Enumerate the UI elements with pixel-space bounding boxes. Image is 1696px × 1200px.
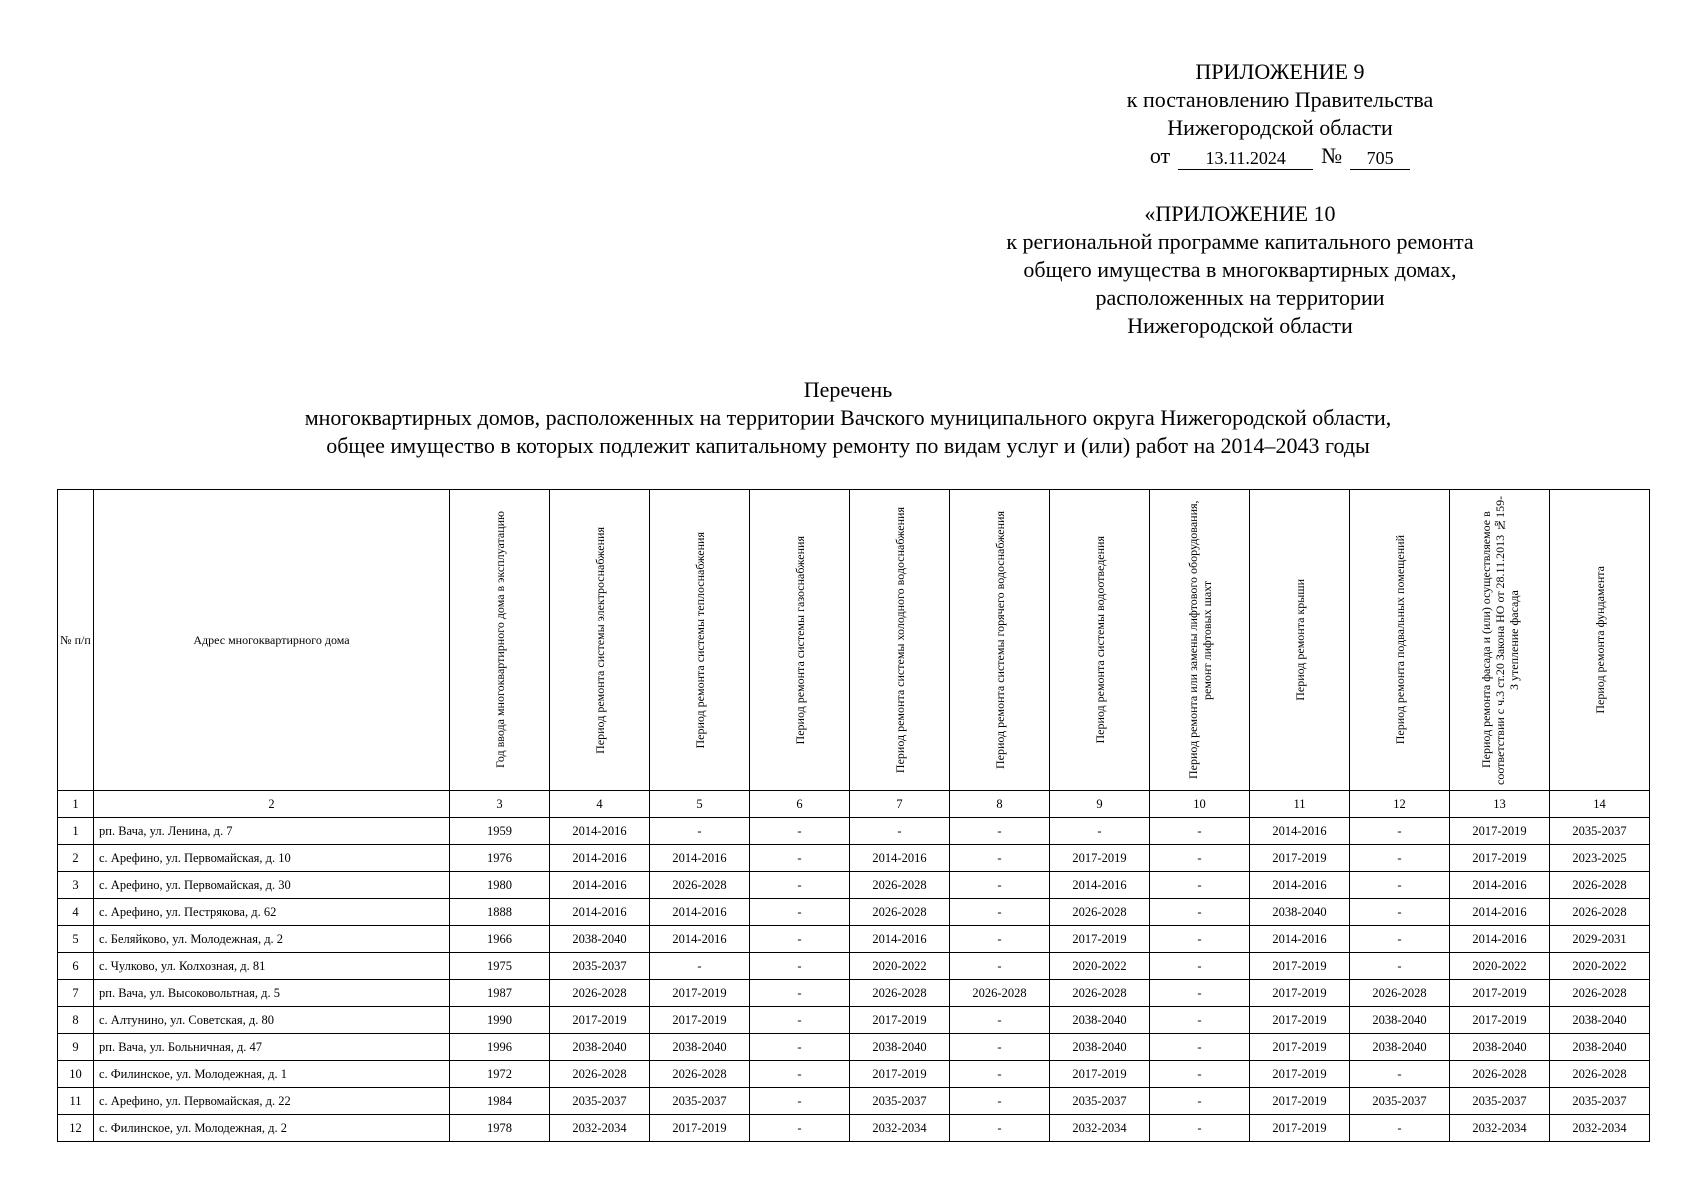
table-cell: 2014-2016 <box>1250 926 1350 953</box>
header-cell-4 <box>550 490 650 791</box>
table-cell: - <box>1350 845 1450 872</box>
table-cell: 2020-2022 <box>1550 953 1650 980</box>
table-cell: 2014-2016 <box>550 899 650 926</box>
table-cell: 2035-2037 <box>1550 1088 1650 1115</box>
table-cell: - <box>950 1088 1050 1115</box>
header-cell-6 <box>750 490 850 791</box>
header-label-8: Период ремонта системы горячего водоснабжения <box>992 510 1007 769</box>
table-cell: - <box>1150 818 1250 845</box>
table-cell: 2026-2028 <box>650 872 750 899</box>
table-cell: 2026-2028 <box>850 872 950 899</box>
header-label-11: Период ремонта крыши <box>1292 579 1307 701</box>
header-label-5: Период ремонта системы теплоснабжения <box>692 531 707 749</box>
appendix-10-block <box>920 200 1560 340</box>
table-cell: 2029-2031 <box>1550 926 1650 953</box>
table-cell: 2014-2016 <box>1450 872 1550 899</box>
table-cell: - <box>750 872 850 899</box>
table-cell: 2014-2016 <box>850 926 950 953</box>
table-cell: 1966 <box>450 926 550 953</box>
table-cell: 2017-2019 <box>1050 926 1150 953</box>
table-cell: 1978 <box>450 1115 550 1142</box>
table-cell: - <box>750 1061 850 1088</box>
table-cell: - <box>1150 1034 1250 1061</box>
table-cell: 2020-2022 <box>1450 953 1550 980</box>
address-cell: с. Филинское, ул. Молодежная, д. 2 <box>94 1115 450 1142</box>
column-number-cell: 5 <box>650 791 750 818</box>
table-cell: 2032-2034 <box>850 1115 950 1142</box>
document-title-line-2: многоквартирных домов, расположенных на территории Вачского муниципального округа Нижегородской области, <box>304 405 1392 430</box>
table-header-row <box>58 490 1650 791</box>
date-prefix: от <box>1149 143 1171 168</box>
header-label-2: Адрес многоквартирного дома <box>193 632 350 647</box>
table-cell: 2014-2016 <box>650 899 750 926</box>
table-cell: 2038-2040 <box>1050 1007 1150 1034</box>
table-cell: 1987 <box>450 980 550 1007</box>
table-cell: 2026-2028 <box>850 899 950 926</box>
table-cell: 2 <box>58 845 94 872</box>
address-cell: рп. Вача, ул. Больничная, д. 47 <box>94 1034 450 1061</box>
table-cell: 2017-2019 <box>1250 953 1350 980</box>
table-cell: 12 <box>58 1115 94 1142</box>
table-cell: 2038-2040 <box>550 926 650 953</box>
column-number-cell: 8 <box>950 791 1050 818</box>
table-cell: 2035-2037 <box>1450 1088 1550 1115</box>
table-cell: 2020-2022 <box>1050 953 1150 980</box>
table-cell: 2038-2040 <box>1350 1007 1450 1034</box>
table-cell: - <box>950 899 1050 926</box>
header-cell-7 <box>850 490 950 791</box>
table-cell: 2026-2028 <box>1450 1061 1550 1088</box>
appendix-9-line-1: к постановлению Правительства <box>1126 87 1434 112</box>
address-cell: с. Алтунино, ул. Советская, д. 80 <box>94 1007 450 1034</box>
table-cell: - <box>950 1061 1050 1088</box>
header-cell-11 <box>1250 490 1350 791</box>
table-cell: - <box>1350 872 1450 899</box>
table-cell: 10 <box>58 1061 94 1088</box>
header-cell-1 <box>58 490 94 791</box>
header-label-4: Период ремонта системы электроснабжения <box>592 526 607 754</box>
table-cell: - <box>1150 926 1250 953</box>
table-body <box>58 818 1650 1142</box>
table-cell: 1888 <box>450 899 550 926</box>
table-cell: 2032-2034 <box>1450 1115 1550 1142</box>
table-cell: 2026-2028 <box>650 1061 750 1088</box>
appendix-10-line-4: Нижегородской области <box>1127 313 1353 338</box>
table-cell: 2035-2037 <box>550 953 650 980</box>
table-cell: 2038-2040 <box>1550 1007 1650 1034</box>
table-cell: 2014-2016 <box>850 845 950 872</box>
table-cell: 2026-2028 <box>550 1061 650 1088</box>
table-cell: 2017-2019 <box>550 1007 650 1034</box>
table-cell: 2017-2019 <box>1250 1088 1350 1115</box>
appendix-10-line-2: общего имущества в многоквартирных домах, <box>1023 257 1457 282</box>
table-row <box>58 818 1650 845</box>
table-row <box>58 845 1650 872</box>
header-label-14: Период ремонта фундамента <box>1592 566 1607 714</box>
table-cell: 2017-2019 <box>1250 1061 1350 1088</box>
header-label-12: Период ремонта подвальных помещений <box>1392 535 1407 745</box>
table-cell: 1976 <box>450 845 550 872</box>
table-cell: 2035-2037 <box>1050 1088 1150 1115</box>
table-row <box>58 872 1650 899</box>
column-number-cell: 6 <box>750 791 850 818</box>
table-cell: - <box>1150 1088 1250 1115</box>
table-cell: 2023-2025 <box>1550 845 1650 872</box>
table-cell: 2017-2019 <box>650 1115 750 1142</box>
table-column-numbers-row <box>58 791 1650 818</box>
table-cell: - <box>950 872 1050 899</box>
address-cell: с. Арефино, ул. Первомайская, д. 10 <box>94 845 450 872</box>
table-cell: 1984 <box>450 1088 550 1115</box>
appendix-9-line-2: Нижегородской области <box>1167 115 1393 140</box>
appendix-9-date-line <box>1040 142 1520 170</box>
address-cell: с. Арефино, ул. Пестрякова, д. 62 <box>94 899 450 926</box>
table-cell: 2014-2016 <box>650 926 750 953</box>
table-cell: 6 <box>58 953 94 980</box>
table-cell: 2017-2019 <box>650 980 750 1007</box>
table-cell: - <box>1150 845 1250 872</box>
table-cell: 2038-2040 <box>650 1034 750 1061</box>
document-title-line-1: Перечень <box>803 377 893 402</box>
table-cell: 2026-2028 <box>850 980 950 1007</box>
table-cell: - <box>750 926 850 953</box>
table-cell: 2017-2019 <box>1250 1007 1350 1034</box>
table-cell: 2026-2028 <box>550 980 650 1007</box>
table-cell: - <box>950 845 1050 872</box>
table-cell: - <box>750 1034 850 1061</box>
table-row <box>58 1115 1650 1142</box>
address-cell: с. Арефино, ул. Первомайская, д. 30 <box>94 872 450 899</box>
address-cell: с. Филинское, ул. Молодежная, д. 1 <box>94 1061 450 1088</box>
table-cell: 2017-2019 <box>1450 818 1550 845</box>
appendix-10-line-1: к региональной программе капитального ремонта <box>1006 229 1474 254</box>
table-cell: 1996 <box>450 1034 550 1061</box>
resolution-date: 13.11.2024 <box>1178 147 1313 170</box>
address-cell: рп. Вача, ул. Ленина, д. 7 <box>94 818 450 845</box>
table-cell: - <box>1150 1061 1250 1088</box>
table-cell: 2032-2034 <box>1550 1115 1650 1142</box>
table-cell: 5 <box>58 926 94 953</box>
table-cell: 1 <box>58 818 94 845</box>
table-cell: - <box>1350 1115 1450 1142</box>
table-cell: 2017-2019 <box>1450 1007 1550 1034</box>
table-cell: - <box>1350 899 1450 926</box>
table-cell: - <box>750 980 850 1007</box>
table-cell: - <box>950 1007 1050 1034</box>
header-label-13: Период ремонта фасада и (или) осуществляемое в соответствии с ч.3 ст.20 Закона НО от 28.11.2013 №159-З утепление фасада <box>1478 495 1521 785</box>
table-cell: - <box>1050 818 1150 845</box>
address-cell: с. Беляйково, ул. Молодежная, д. 2 <box>94 926 450 953</box>
table-cell: 2014-2016 <box>1050 872 1150 899</box>
table-cell: 2035-2037 <box>1550 818 1650 845</box>
table-cell: 2038-2040 <box>850 1034 950 1061</box>
column-number-cell: 14 <box>1550 791 1650 818</box>
table-cell: - <box>1350 926 1450 953</box>
table-row <box>58 953 1650 980</box>
table-cell: - <box>750 1115 850 1142</box>
header-label-10: Период ремонта или замены лифтового оборудования, ремонт лифтовых шахт <box>1185 500 1214 780</box>
table-cell: 2038-2040 <box>1550 1034 1650 1061</box>
table-cell: 2017-2019 <box>1450 845 1550 872</box>
number-prefix: № <box>1321 143 1343 168</box>
address-cell: рп. Вача, ул. Высоковольтная, д. 5 <box>94 980 450 1007</box>
header-label-3: Год ввода многоквартирного дома в эксплуатацию <box>492 511 507 769</box>
table-cell: - <box>1350 818 1450 845</box>
table-cell: 2026-2028 <box>1050 980 1150 1007</box>
table-cell: 2017-2019 <box>850 1061 950 1088</box>
header-cell-8 <box>950 490 1050 791</box>
table-cell: - <box>950 1034 1050 1061</box>
table-cell: 2014-2016 <box>550 818 650 845</box>
header-cell-14 <box>1550 490 1650 791</box>
table-cell: 2035-2037 <box>1350 1088 1450 1115</box>
table-row <box>58 1061 1650 1088</box>
table-cell: 2026-2028 <box>950 980 1050 1007</box>
table-cell: 2026-2028 <box>1550 872 1650 899</box>
table-cell: 2014-2016 <box>550 872 650 899</box>
appendix-9-block <box>1040 58 1520 170</box>
table-cell: 2017-2019 <box>1250 845 1350 872</box>
table-cell: 2032-2034 <box>1050 1115 1150 1142</box>
header-cell-9 <box>1050 490 1150 791</box>
table-cell: 2014-2016 <box>550 845 650 872</box>
table-cell: - <box>650 818 750 845</box>
table-cell: 2014-2016 <box>1250 818 1350 845</box>
header-label-7: Период ремонта системы холодного водоснабжения <box>892 506 907 774</box>
table-cell: 2038-2040 <box>550 1034 650 1061</box>
table-cell: - <box>1150 1115 1250 1142</box>
header-cell-2 <box>94 490 450 791</box>
column-number-cell: 7 <box>850 791 950 818</box>
table-cell: - <box>750 1007 850 1034</box>
table-cell: 7 <box>58 980 94 1007</box>
table-cell: 2017-2019 <box>1250 980 1350 1007</box>
table-cell: 2032-2034 <box>550 1115 650 1142</box>
table-cell: - <box>750 1088 850 1115</box>
table-cell: - <box>650 953 750 980</box>
column-number-cell: 4 <box>550 791 650 818</box>
appendix-10-title: «ПРИЛОЖЕНИЕ 10 <box>1144 201 1336 226</box>
table-cell: 2017-2019 <box>1050 1061 1150 1088</box>
repair-schedule-table <box>57 489 1650 1142</box>
table-cell: 2017-2019 <box>1050 845 1150 872</box>
table-cell: 1980 <box>450 872 550 899</box>
table-cell: - <box>1350 1061 1450 1088</box>
table-cell: 2017-2019 <box>1250 1034 1350 1061</box>
table-row <box>58 899 1650 926</box>
table-cell: 4 <box>58 899 94 926</box>
table-cell: 2038-2040 <box>1050 1034 1150 1061</box>
table-cell: 1990 <box>450 1007 550 1034</box>
table-cell: 1972 <box>450 1061 550 1088</box>
table-cell: 2014-2016 <box>1450 899 1550 926</box>
header-cell-13 <box>1450 490 1550 791</box>
table-row <box>58 1034 1650 1061</box>
address-cell: с. Арефино, ул. Первомайская, д. 22 <box>94 1088 450 1115</box>
table-cell: 2020-2022 <box>850 953 950 980</box>
header-cell-3 <box>450 490 550 791</box>
table-cell: - <box>1150 980 1250 1007</box>
table-cell: 2035-2037 <box>650 1088 750 1115</box>
table-cell: 2035-2037 <box>550 1088 650 1115</box>
column-number-cell: 2 <box>94 791 450 818</box>
table-cell: 2035-2037 <box>850 1088 950 1115</box>
header-cell-12 <box>1350 490 1450 791</box>
table-row <box>58 1088 1650 1115</box>
table-cell: - <box>950 1115 1050 1142</box>
column-number-cell: 3 <box>450 791 550 818</box>
document-title <box>0 376 1696 460</box>
table-cell: - <box>750 845 850 872</box>
column-number-cell: 10 <box>1150 791 1250 818</box>
column-number-cell: 13 <box>1450 791 1550 818</box>
table-cell: - <box>850 818 950 845</box>
table-cell: - <box>750 953 850 980</box>
header-label-1: № п/п <box>60 632 91 647</box>
table-cell: - <box>1150 899 1250 926</box>
resolution-number: 705 <box>1350 147 1410 170</box>
column-number-cell: 1 <box>58 791 94 818</box>
column-number-cell: 11 <box>1250 791 1350 818</box>
appendix-10-line-3: расположенных на территории <box>1095 285 1385 310</box>
table-cell: 9 <box>58 1034 94 1061</box>
table-cell: 8 <box>58 1007 94 1034</box>
table-row <box>58 1007 1650 1034</box>
header-label-9: Период ремонта системы водоотведения <box>1092 536 1107 744</box>
table-cell: - <box>750 818 850 845</box>
table-cell: 2038-2040 <box>1450 1034 1550 1061</box>
table-cell: 2017-2019 <box>1250 1115 1350 1142</box>
table-row <box>58 926 1650 953</box>
table-cell: 2017-2019 <box>650 1007 750 1034</box>
column-number-cell: 12 <box>1350 791 1450 818</box>
document-title-line-3: общее имущество в которых подлежит капитальному ремонту по видам услуг и (или) работ на 2014–2043 годы <box>326 433 1370 458</box>
table-cell: 3 <box>58 872 94 899</box>
column-number-cell: 9 <box>1050 791 1150 818</box>
appendix-9-title: ПРИЛОЖЕНИЕ 9 <box>1195 59 1365 84</box>
table-cell: 1959 <box>450 818 550 845</box>
table-cell: 2014-2016 <box>1250 872 1350 899</box>
table-cell: 2014-2016 <box>1450 926 1550 953</box>
table-cell: 11 <box>58 1088 94 1115</box>
table-cell: 2026-2028 <box>1350 980 1450 1007</box>
table-cell: 2017-2019 <box>850 1007 950 1034</box>
table-cell: - <box>1150 872 1250 899</box>
address-cell: с. Чулково, ул. Колхозная, д. 81 <box>94 953 450 980</box>
header-cell-10 <box>1150 490 1250 791</box>
table-cell: 2026-2028 <box>1550 980 1650 1007</box>
header-cell-5 <box>650 490 750 791</box>
table-cell: 2038-2040 <box>1350 1034 1450 1061</box>
table-cell: 2026-2028 <box>1050 899 1150 926</box>
table-cell: 2026-2028 <box>1550 1061 1650 1088</box>
table-cell: - <box>950 953 1050 980</box>
table-cell: - <box>1150 953 1250 980</box>
table-cell: 2026-2028 <box>1550 899 1650 926</box>
table-cell: - <box>950 926 1050 953</box>
table-cell: 2014-2016 <box>650 845 750 872</box>
table-cell: - <box>950 818 1050 845</box>
table-cell: - <box>1150 1007 1250 1034</box>
table-cell: - <box>1350 953 1450 980</box>
header-label-6: Период ремонта системы газоснабжения <box>792 535 807 745</box>
table-cell: - <box>750 899 850 926</box>
table-row <box>58 980 1650 1007</box>
table-cell: 1975 <box>450 953 550 980</box>
table-cell: 2038-2040 <box>1250 899 1350 926</box>
table-cell: 2017-2019 <box>1450 980 1550 1007</box>
